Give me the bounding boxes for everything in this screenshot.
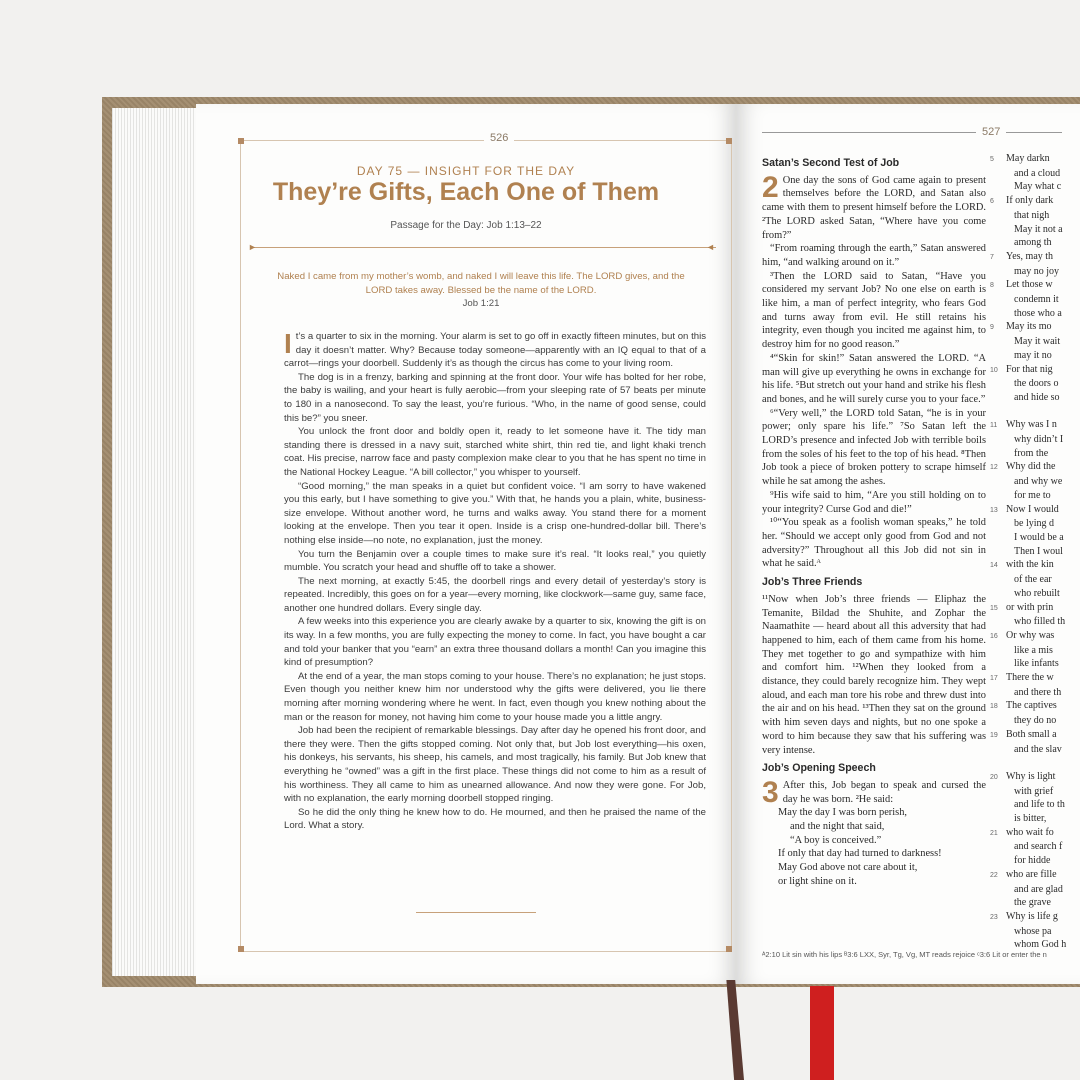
- side-poem-text: May what c: [1014, 181, 1062, 193]
- verse-number: 11: [990, 422, 998, 430]
- side-poem-line: [990, 601, 1080, 616]
- side-poem-line: [990, 925, 1080, 939]
- side-poem-text: There the w: [1006, 672, 1054, 684]
- side-poem-text: among th: [1014, 237, 1052, 249]
- page-number: 526: [484, 132, 514, 144]
- verse-number: 15: [990, 604, 998, 612]
- side-poem-line: [990, 489, 1080, 503]
- side-poem-text: and a cloud: [1014, 167, 1061, 179]
- verse-number: 12: [990, 464, 998, 472]
- side-poem-line: [990, 363, 1080, 378]
- paragraph: Job had been the recipient of remarkable blessings. Day after day he opened his front door, and there they were. Then the gifts stopped coming. Not only that, but Job lost everything—his oxen, his donkeys, his servants, his sheep, his camels, and most tragically, his family. But Job knew that everything he “owned” was a gift in the first place. These things did not come to him as a result of his worthiness. They all came to him as unearned allowance. And now they were gone. For Job, with no explanation, the early morning doorbell stopped ringing.: [284, 725, 706, 805]
- verse-paragraph: 3 After this, Job began to speak and cursed the day he was born. ²He said:: [762, 775, 986, 809]
- side-poem-line: [990, 545, 1080, 559]
- side-poem-text: whom God h: [1014, 939, 1067, 951]
- side-poem-line: [990, 854, 1080, 868]
- side-poem-line: [990, 447, 1080, 461]
- paragraph: “Good morning,” the man speaks in a quiet but confident voice. “I am sorry to have wakened you this early, but I have something to give you.” With that, he hands you a plain, white, business-size envelope. Without another word, he turns and walks away. You stand there for a moment looking at the envelope. Then you tear it open. Inside is a crisp one-hundred-dollar bill. There’s nothing else inside—no note, no explanation, just the money.: [284, 480, 706, 546]
- side-poem-line: [990, 278, 1080, 293]
- verse-number: 14: [990, 562, 998, 570]
- verse-number: 9: [990, 324, 994, 332]
- left-page: [196, 104, 736, 984]
- verse-number: 8: [990, 282, 994, 290]
- side-poem-text: Both small a: [1006, 728, 1057, 740]
- verse-paragraph: ⁶“Very well,” the LORD told Satan, “he is in your power; only spare his life.” ⁷So Satan left the LORD’s presence and infected Job with terrible boils from the soles of his feet to the top of his head. ⁸Then Job took a piece of broken pottery to scrape himself while he sat among the ashes.: [762, 407, 986, 488]
- side-poem-text: may no joy: [1014, 265, 1059, 277]
- side-poem-text: who are fille: [1006, 868, 1057, 880]
- poem-line: May the day I was born perish,: [778, 807, 907, 819]
- side-poem-text: who wait fo: [1006, 826, 1054, 838]
- side-poem-line: [990, 349, 1080, 363]
- side-poem-text: Or why was: [1006, 629, 1055, 641]
- key-verse-ref: Job 1:21: [462, 298, 500, 309]
- side-poem-text: who rebuilt: [1014, 587, 1060, 599]
- ribbon-marker-red[interactable]: [810, 986, 834, 1080]
- side-poem-line: [990, 152, 1080, 167]
- side-poem-text: those who a: [1014, 307, 1062, 319]
- header-rule: [762, 132, 1062, 133]
- section-heading: Job’s Three Friends: [762, 576, 863, 589]
- side-poem-line: [990, 728, 1080, 743]
- poem-line: May God above not care about it,: [778, 862, 918, 874]
- side-poem-line: [990, 180, 1080, 194]
- passage-reference: Passage for the Day: Job 1:13–22: [390, 220, 542, 231]
- drop-cap: I: [284, 328, 292, 359]
- side-poem-line: [990, 558, 1080, 573]
- side-poem-text: and search f: [1014, 841, 1063, 853]
- frame-corner: [726, 946, 732, 952]
- verse-number: 10: [990, 366, 998, 374]
- side-poem-line: [990, 686, 1080, 700]
- side-poem-line: [990, 377, 1080, 391]
- side-poem-text: why didn’t I: [1014, 434, 1064, 446]
- side-poem-line: [990, 840, 1080, 854]
- side-poem-line: [990, 615, 1080, 629]
- scripture-column: [762, 152, 986, 889]
- paragraph: So he did the only thing he knew how to do. He mourned, and then he praised the name of the Lord. What a story.: [284, 806, 706, 832]
- side-poem-line: [990, 587, 1080, 601]
- paragraph: The dog is in a frenzy, barking and spinning at the front door. Your wife has bolted for her robe, the baby is wailing, and your heart is fully aerobic—from your sleeping rate of 57 beats per minute to 180 in a nanosecond. To say the least, you’re furious. “Who, in the name of good sense, could this be?” you sneer.: [284, 371, 706, 424]
- side-poem-text: May it not a: [1014, 223, 1063, 235]
- divider-rule: [250, 247, 716, 248]
- side-poem-text: condemn it: [1014, 294, 1059, 306]
- side-poem-text: and hide so: [1014, 391, 1060, 403]
- side-poem-text: Why was I n: [1006, 419, 1057, 431]
- poem-line: If only that day had turned to darkness!: [778, 848, 942, 860]
- section-heading: Job’s Opening Speech: [762, 762, 876, 775]
- side-poem-line: [990, 714, 1080, 728]
- side-poem-line: [990, 756, 1080, 770]
- side-poem-text: May it wait: [1014, 336, 1061, 348]
- verse-number: 17: [990, 675, 998, 683]
- side-poem-text: Let those w: [1006, 279, 1053, 291]
- side-poem-text: for hidde: [1014, 855, 1051, 867]
- poem-line: or light shine on it.: [778, 875, 857, 887]
- side-poem-line: [990, 770, 1080, 785]
- verse-number: 13: [990, 506, 998, 514]
- arrow-left-icon: ◄: [706, 242, 715, 252]
- side-poem-text: the grave: [1014, 897, 1051, 909]
- verse-paragraph: ¹¹Now when Job’s three friends — Eliphaz the Temanite, Bildad the Shuhite, and Zophar the Naamathite — heard about all this adversity that had happened to him, each of them came from his home. They met together to go and sympathize with him and comfort him. ¹²When they looked from a distance, they could barely recognize him. They wept aloud, and each man tore his robe and threw dust into the air and on his head. ¹³Then they sat on the ground with him seven days and nights, but no one spoke a word to him because they saw that his suffering was very intense.: [762, 593, 986, 756]
- side-poem-text: with grief: [1014, 785, 1054, 797]
- verse-number: 5: [990, 156, 994, 163]
- side-poem-line: [990, 883, 1080, 897]
- verse-paragraph: ¹⁰“You speak as a foolish woman speaks,” he told her. “Should we accept only good from God and not adversity?” Throughout all this Job did not sin in what he said.ᴬ: [762, 517, 986, 570]
- verse-number: 7: [990, 253, 994, 261]
- side-poem-line: [990, 475, 1080, 489]
- side-poem-line: [990, 460, 1080, 475]
- right-page: [736, 104, 1080, 984]
- devotional-body: [284, 330, 706, 833]
- side-poem-line: [990, 826, 1080, 841]
- chapter-number: 2: [762, 170, 779, 204]
- side-poem-text: If only dark: [1006, 195, 1054, 207]
- side-poem-line: [990, 167, 1080, 181]
- side-poem-text: Why is life g: [1006, 910, 1058, 922]
- side-poem-line: [990, 307, 1080, 321]
- side-poem-text: is bitter,: [1014, 813, 1047, 825]
- side-poem-line: [990, 265, 1080, 279]
- key-verse-text: Naked I came from my mother’s womb, and naked I will leave this life. The LORD gives, and the LORD takes away. Blessed be the name of the LORD.: [277, 271, 685, 296]
- side-poem-line: [990, 531, 1080, 545]
- paragraph: At the end of a year, the man stops coming to your house. There’s no explanation; he just stops. Even though you neither knew him nor understood why the gifts were delivered, you lie there morning after morning wondering where he went. In fact, even though you knew nothing about the man or the reason for money, not having him come to your house made you a little angry.: [284, 670, 706, 723]
- side-poem-line: [990, 671, 1080, 686]
- side-poem-text: Now I would: [1006, 503, 1059, 515]
- arrow-right-icon: ►: [248, 242, 257, 252]
- verse-paragraph: ³Then the LORD said to Satan, “Have you considered my servant Job? No one else on earth is like him, a man of perfect integrity, who fears God and turns away from evil. He still retains his integrity, even though you incited me against him, to destroy him for no good reason.”: [762, 270, 986, 351]
- side-poem-text: Why did the: [1006, 461, 1056, 473]
- side-poem-line: [990, 573, 1080, 587]
- ribbon-marker-brown[interactable]: [722, 980, 744, 1080]
- side-poem-line: [990, 320, 1080, 335]
- side-poem-text: Why is light: [1006, 770, 1056, 782]
- side-poem-text: they do no: [1014, 715, 1057, 727]
- frame-corner: [238, 138, 244, 144]
- side-poem-text: that nigh: [1014, 209, 1050, 221]
- verse-number: 18: [990, 703, 998, 711]
- side-poem-text: and the slav: [1014, 743, 1062, 755]
- side-poem-line: [990, 223, 1080, 237]
- side-poem-line: [990, 391, 1080, 405]
- side-poem-text: the doors o: [1014, 378, 1059, 390]
- side-poem-line: [990, 236, 1080, 250]
- page-number: 527: [976, 126, 1006, 138]
- side-poem-text: for me to: [1014, 489, 1051, 501]
- frame-corner: [726, 138, 732, 144]
- side-poem-text: and are glad: [1014, 883, 1063, 895]
- side-poem-text: like a mis: [1014, 644, 1053, 656]
- side-poem-text: from the: [1014, 447, 1049, 459]
- verse-number: 21: [990, 829, 998, 837]
- side-poem-text: whose pa: [1014, 925, 1052, 937]
- side-poem-text: with the kin: [1006, 559, 1054, 571]
- paragraph: The next morning, at exactly 5:45, the doorbell rings and every detail of yesterday’s story is repeated. Incredibly, this goes on for a year—every morning, like clockwork—same guy, same face, another one hundred dollars. Every single day.: [284, 575, 706, 614]
- side-poem-text: For that nig: [1006, 363, 1053, 375]
- verse-number: 20: [990, 773, 998, 781]
- side-poem-text: and why we: [1014, 476, 1063, 488]
- chapter-number: 3: [762, 775, 779, 809]
- side-poem-line: [990, 699, 1080, 714]
- verse-number: 19: [990, 731, 998, 739]
- side-poem-line: [990, 517, 1080, 531]
- paragraph: You unlock the front door and boldly open it, ready to let someone have it. The tidy man standing there is dressed in a navy suit, starched white shirt, thin red tie, and light khaki trench coat. His precise, narrow face and pasty complexion make clear to you that he has spent no time in the National Hockey League. “A bill collector,” you whisper to yourself.: [284, 426, 706, 478]
- side-poem-line: [990, 335, 1080, 349]
- side-poem-text: and there th: [1014, 686, 1062, 698]
- verse-paragraph: “From roaming through the earth,” Satan answered him, “and walking around on it.”: [762, 243, 986, 268]
- day-label: DAY 75 — INSIGHT FOR THE DAY: [356, 164, 576, 178]
- side-poem-text: who filled th: [1014, 616, 1066, 628]
- page-stack: [112, 108, 200, 976]
- verse-paragraph: 2 One day the sons of God came again to present themselves before the LORD, and Satan also came with them to present himself before the LORD. ²The LORD asked Satan, “Where have you come from?”: [762, 170, 986, 241]
- side-poem-text: I would be a: [1014, 531, 1064, 543]
- side-poem-text: and life to th: [1014, 799, 1065, 811]
- paragraph: A few weeks into this experience you are clearly awake by a quarter to six, knowing the gift is on its way. In a few months, you are fully expecting the money to come. In fact, you have bought a car and told your banker that you “earn” an extra three thousand dollars a month! Can you imagine this kind of presumption?: [284, 616, 706, 669]
- side-poem-line: [990, 209, 1080, 223]
- side-poem-line: [990, 644, 1080, 658]
- side-poem-line: [990, 418, 1080, 433]
- verse-paragraph: ⁹His wife said to him, “Are you still holding on to your integrity? Curse God and die!”: [762, 489, 986, 515]
- side-poem-text: May its mo: [1006, 321, 1052, 333]
- side-poem-line: [990, 798, 1080, 812]
- key-verse: [276, 270, 686, 311]
- paragraph: You turn the Benjamin over a couple times to make sure it’s real. “It looks real,” you quietly mumble. You scratch your head and shuffle off to take a shower.: [284, 548, 706, 574]
- side-poem-line: [990, 743, 1080, 757]
- verse-number: 16: [990, 632, 998, 640]
- side-poem-text: The captives: [1006, 700, 1057, 712]
- side-poem-text: like infants: [1014, 658, 1059, 670]
- side-poem-line: [990, 405, 1080, 419]
- side-poem-line: [990, 293, 1080, 307]
- side-poem-line: [990, 503, 1080, 518]
- side-poem-line: [990, 433, 1080, 447]
- side-poem-line: [990, 896, 1080, 910]
- side-poem-line: [990, 868, 1080, 883]
- side-poem-text: of the ear: [1014, 574, 1052, 586]
- side-poem-line: [990, 785, 1080, 799]
- paragraph: It’s a quarter to six in the morning. Your alarm is set to go off in exactly fifteen minutes, but on this day it doesn’t matter. Why? Because today someone—apparently with an IQ equal to that of a carrot—rings your doorbell. Suddenly it’s as though the circus has come to your living room.: [284, 328, 706, 370]
- frame-corner: [238, 946, 244, 952]
- verse-number: 6: [990, 198, 994, 206]
- side-poem-line: [990, 910, 1080, 925]
- verse-paragraph: ⁴“Skin for skin!” Satan answered the LORD. “A man will give up everything he owns in exchange for his life. ⁵But stretch out your hand and strike his flesh and bones, and he will surely curse you to your face.”: [762, 352, 986, 405]
- section-heading: Satan’s Second Test of Job: [762, 157, 900, 169]
- side-poem-text: Yes, may th: [1006, 250, 1054, 262]
- verse-number: 22: [990, 871, 998, 879]
- devotional-title: They’re Gifts, Each One of Them: [272, 178, 660, 206]
- poem-line: “A boy is conceived.”: [790, 834, 882, 846]
- side-poem-text: be lying d: [1014, 518, 1054, 530]
- side-poem-line: [990, 250, 1080, 265]
- side-poem-line: [990, 812, 1080, 826]
- side-poem-line: [990, 629, 1080, 644]
- side-poem-text: may it no: [1014, 349, 1052, 361]
- scripture-side-column: [990, 152, 1080, 952]
- side-poem-text: Then I woul: [1014, 545, 1063, 557]
- side-poem-text: May darkn: [1006, 153, 1050, 164]
- side-poem-line: [990, 194, 1080, 209]
- end-rule: [416, 912, 536, 913]
- footnotes: ᴬ2:10 Lit sin with his lips ᴮ3:6 LXX, Syr, Tg, Vg, MT reads rejoice ᶜ3:6 Lit or enter the n: [762, 950, 1047, 959]
- side-poem-text: or with prin: [1006, 601, 1054, 613]
- verse-number: 23: [990, 913, 998, 921]
- side-poem-line: [990, 657, 1080, 671]
- poem-line: and the night that said,: [790, 821, 885, 833]
